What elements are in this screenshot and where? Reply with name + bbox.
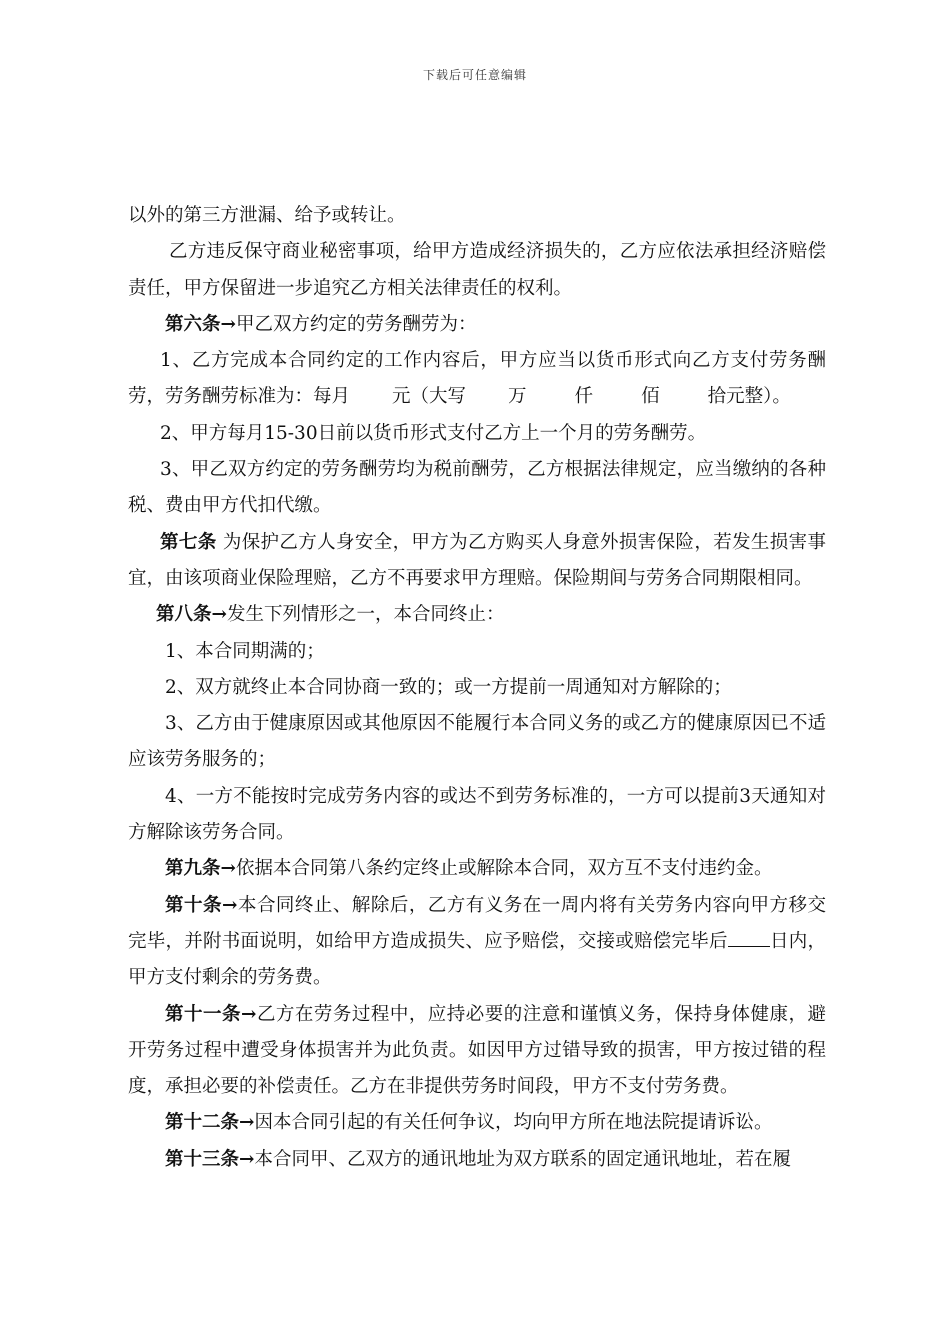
- clause-8-4: 4、一方不能按时完成劳务内容的或达不到劳务标准的，一方可以提前3天通知对方解除该劳务合同。: [128, 785, 826, 844]
- article-text: 为保护乙方人身安全，甲方为乙方购买人身意外损害保险，若发生损害事宜，由该项商业保险理赔，乙方不再要求甲方理赔。保险期间与劳务合同期限相同。: [128, 531, 826, 589]
- article-text: 本合同甲、乙双方的通讯地址为双方联系的固定通讯地址，若在履: [254, 1148, 792, 1170]
- clause-text: 拾元整）。: [707, 386, 791, 408]
- contract-body: [128, 198, 826, 1178]
- paragraph: 乙方违反保守商业秘密事项，给甲方造成经济损失的，乙方应依法承担经济赔偿责任，甲方保留进一步追究乙方相关法律责任的权利。: [128, 241, 826, 299]
- article-12: [128, 1105, 826, 1141]
- clause-8-3: 3、乙方由于健康原因或其他原因不能履行本合同义务的或乙方的健康原因已不适应该劳务服务的；: [128, 713, 826, 771]
- clause-text: 佰: [641, 386, 660, 408]
- clause-8-2: 2、双方就终止本合同协商一致的；或一方提前一周通知对方解除的；: [165, 676, 732, 698]
- clause-text: 元（大写: [392, 386, 467, 408]
- article-text: 因本合同引起的有关任何争议，均向甲方所在地法院提请诉讼。: [254, 1112, 773, 1134]
- article-text: 本合同终止、解除后，乙方有义务在一周内将有关劳务内容向甲方移交完毕，并附书面说明，如给甲方造成损失、应予赔偿，交接或赔偿完毕后: [128, 894, 826, 952]
- article-title: 第七条: [160, 531, 217, 553]
- page-header: 下载后可任意编辑: [422, 68, 527, 82]
- blank-line: [728, 927, 770, 947]
- article-9: [128, 851, 826, 887]
- article-title: 第八条→: [156, 604, 228, 626]
- clause-text: 1、乙方完成本合同约定的工作内容后，甲方应当以货币形式向乙方支付劳务酬劳，劳务酬劳标准为：每月: [128, 350, 826, 408]
- article-title: 第十三条→: [165, 1148, 255, 1170]
- clause-text: 万: [508, 386, 527, 408]
- article-8: [128, 597, 826, 633]
- article-11: [128, 997, 826, 1106]
- article-title: 第九条→: [165, 858, 237, 880]
- article-text: 乙方在劳务过程中，应持必要的注意和谨慎义务，保持身体健康，避开劳务过程中遭受身体损害并为此负责。如因甲方过错导致的损害，甲方按过错的程度，承担必要的补偿责任。乙方在非提供劳务时间段，甲方不支付劳务费。: [128, 1003, 826, 1098]
- article-text: 发生下列情形之一，本合同终止：: [227, 604, 505, 626]
- article-text: 日内，甲方支付剩余的劳务费。: [128, 930, 826, 989]
- clause-6-3: 3、甲乙双方约定的劳务酬劳均为税前酬劳，乙方根据法律规定，应当缴纳的各种税、费由甲方代扣代缴。: [128, 459, 826, 517]
- clause-6-2: 2、甲方每月15-30日前以货币形式支付乙方上一个月的劳务酬劳。: [160, 422, 707, 444]
- article-title: 第十条→: [165, 894, 238, 916]
- clause-8-1: 1、本合同期满的；: [165, 640, 325, 662]
- paragraph: 以外的第三方泄漏、给予或转让。: [128, 205, 406, 226]
- clause-text: 仟: [574, 386, 594, 408]
- article-title: 第十一条→: [165, 1003, 257, 1025]
- article-10: [128, 888, 826, 997]
- article-text: 依据本合同第八条约定终止或解除本合同，双方互不支付违约金。: [236, 858, 773, 880]
- article-title: 第十二条→: [165, 1112, 255, 1134]
- article-6: [128, 307, 826, 343]
- article-text: 甲乙双方约定的劳务酬劳为：: [236, 313, 477, 335]
- article-7: [128, 525, 826, 598]
- clause-6-1: [128, 343, 826, 416]
- article-title: 第六条→: [165, 313, 237, 335]
- article-13: [128, 1142, 826, 1178]
